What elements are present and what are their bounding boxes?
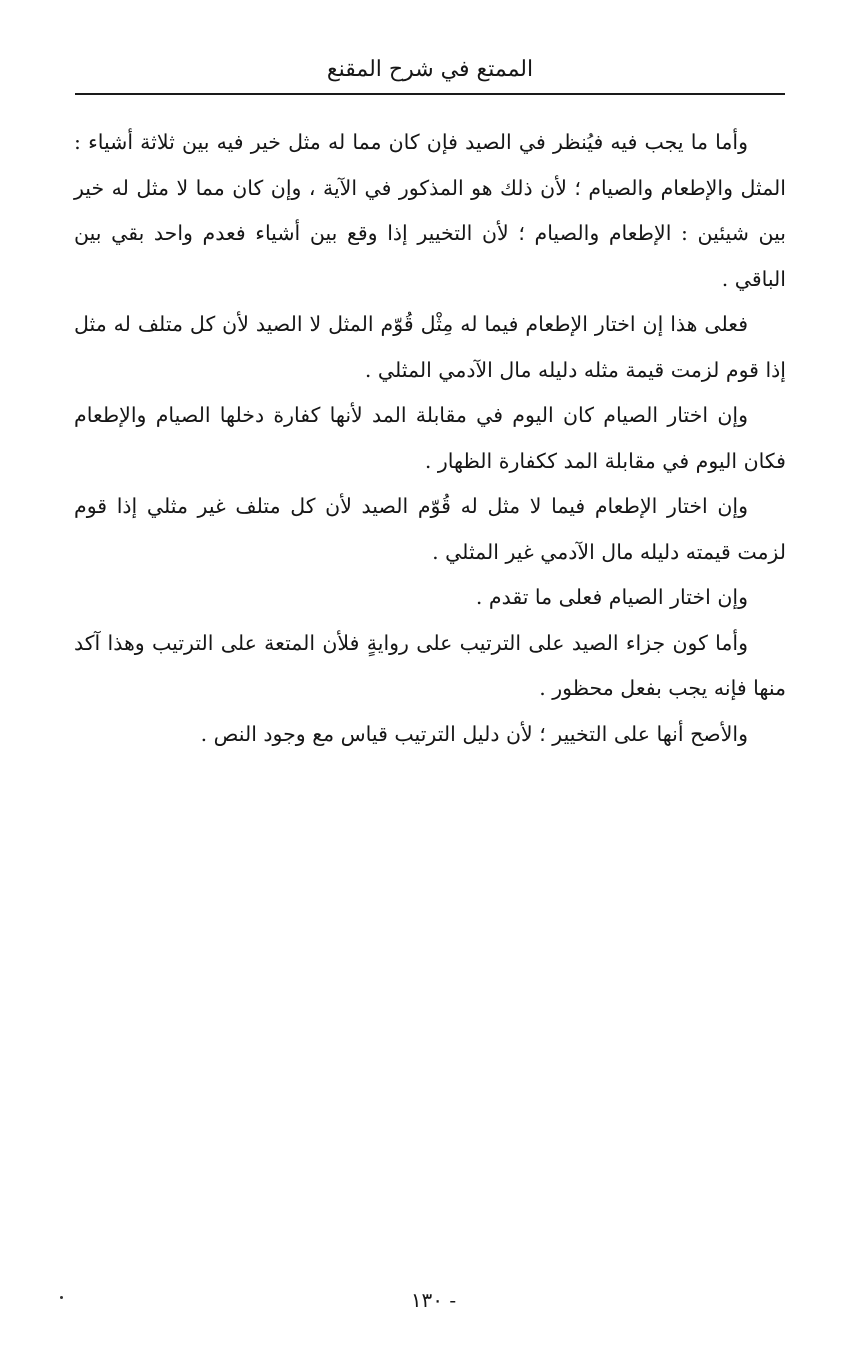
paragraph-3: وإن اختار الصيام كان اليوم في مقابلة المد لأنها كفارة دخلها الصيام والإطعام فكان اليوم في مقابلة المد ككفارة الظهار . [74, 403, 786, 473]
scan-speck [60, 1296, 63, 1299]
paragraph-2: فعلى هذا إن اختار الإطعام فيما له مِثْل قُوّم المثل لا الصيد لأن كل متلف له مثل إذا قوم لزمت قيمة مثله دليله مال الآدمي المثلي . [74, 312, 786, 382]
header-divider [75, 93, 785, 95]
paragraph-6: وأما كون جزاء الصيد على الترتيب على روايةٍ فلأن المتعة على الترتيب وهذا آكد منها فإنه يجب بفعل محظور . [74, 630, 786, 700]
paragraph-4: وإن اختار الإطعام فيما لا مثل له قُوّم الصيد لأن كل متلف غير مثلي إذا قوم لزمت قيمته دليله مال الآدمي غير المثلي . [74, 494, 786, 564]
paragraph-7: والأصح أنها على التخيير ؛ لأن دليل الترتيب قياس مع وجود النص . [200, 721, 748, 746]
body-text [74, 120, 786, 757]
page-number: - ١٣٠ [410, 1288, 457, 1312]
paragraph-1: وأما ما يجب فيه فيُنظر في الصيد فإن كان مما له مثل خير فيه بين ثلاثة أشياء : المثل والإطعام والصيام ؛ لأن ذلك هو المذكور في الآية ، وإن كان مما لا مثل له خير بين شيئين : الإطعام والصيام ؛ لأن التخيير إذا وقع بين أشياء فعدم واحد بقي بين الباقي . [74, 130, 786, 291]
running-header-title: الممتع في شرح المقنع [326, 57, 534, 82]
paragraph-5: وإن اختار الصيام فعلى ما تقدم . [475, 585, 748, 609]
